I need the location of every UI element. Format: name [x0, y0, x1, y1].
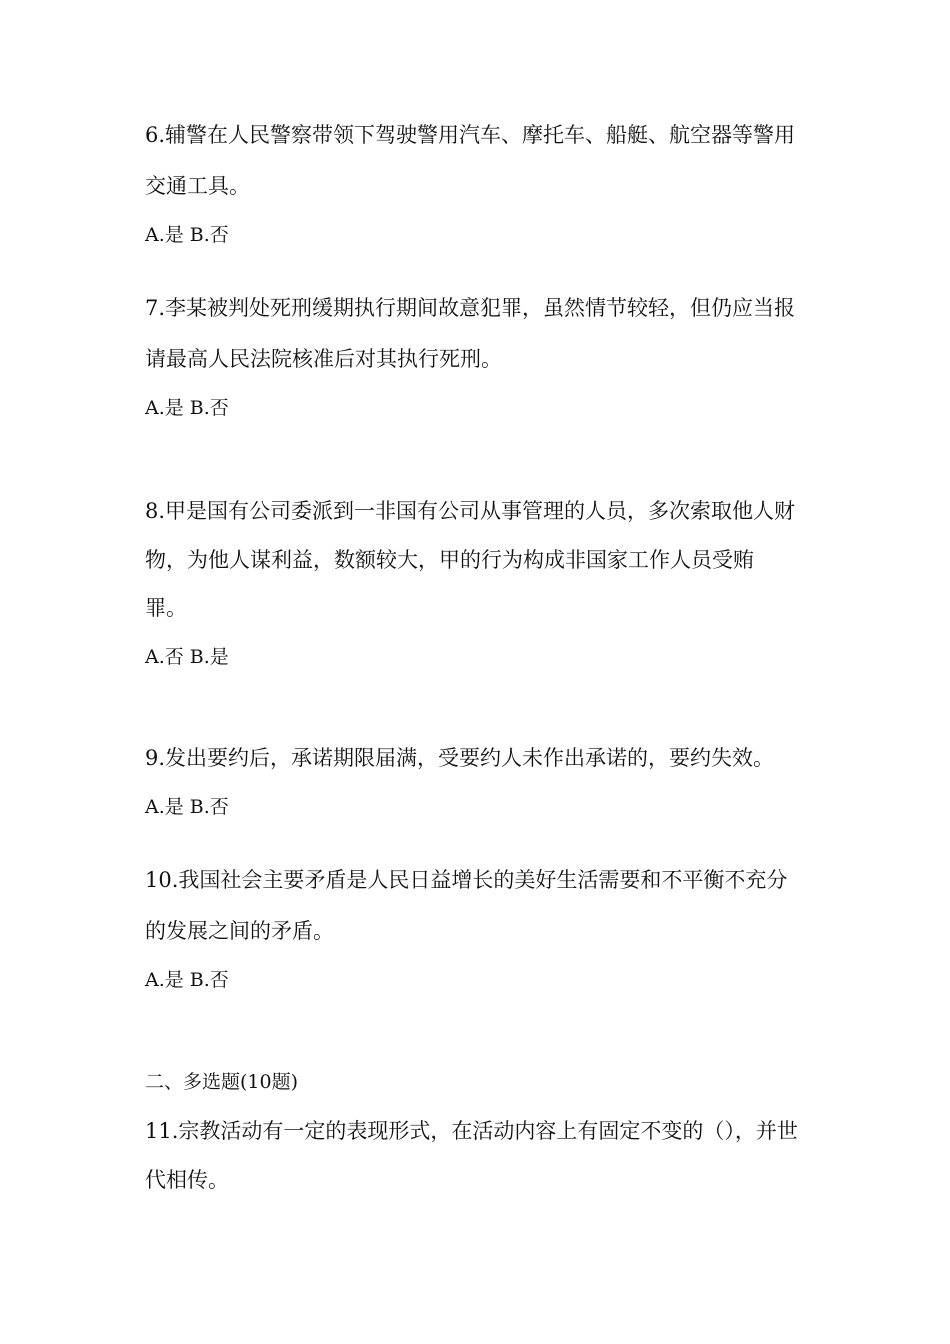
- question-text-line: 请最高人民法院核准后对其执行死刑。: [145, 347, 502, 371]
- question-text-line: 7.李某被判处死刑缓期执行期间故意犯罪，虽然情节较轻，但仍应当报: [145, 296, 796, 320]
- question-text-line: 6.辅警在人民警察带领下驾驶警用汽车、摩托车、船艇、航空器等警用: [145, 123, 796, 147]
- question-text-line: 代相传。: [145, 1168, 229, 1192]
- question-text-line: 交通工具。: [145, 174, 250, 198]
- answer-options: A.是 B.否: [145, 796, 229, 818]
- question-text-line: 物，为他人谋利益，数额较大，甲的行为构成非国家工作人员受贿: [145, 548, 754, 572]
- question-text-line: 10.我国社会主要矛盾是人民日益增长的美好生活需要和不平衡不充分: [145, 868, 788, 892]
- question-text-line: 罪。: [145, 596, 187, 620]
- answer-options: A.否 B.是: [145, 646, 229, 668]
- question-text-line: 8.甲是国有公司委派到一非国有公司从事管理的人员，多次索取他人财: [145, 499, 796, 523]
- question-text-line: 11.宗教活动有一定的表现形式，在活动内容上有固定不变的（），并世: [145, 1119, 798, 1143]
- answer-options: A.是 B.否: [145, 969, 229, 991]
- question-text-line: 的发展之间的矛盾。: [145, 919, 334, 943]
- answer-options: A.是 B.否: [145, 224, 229, 246]
- answer-options: A.是 B.否: [145, 397, 229, 419]
- question-text-line: 9.发出要约后，承诺期限届满，受要约人未作出承诺的，要约失效。: [145, 746, 775, 770]
- section-heading: 二、多选题(10题): [145, 1071, 299, 1093]
